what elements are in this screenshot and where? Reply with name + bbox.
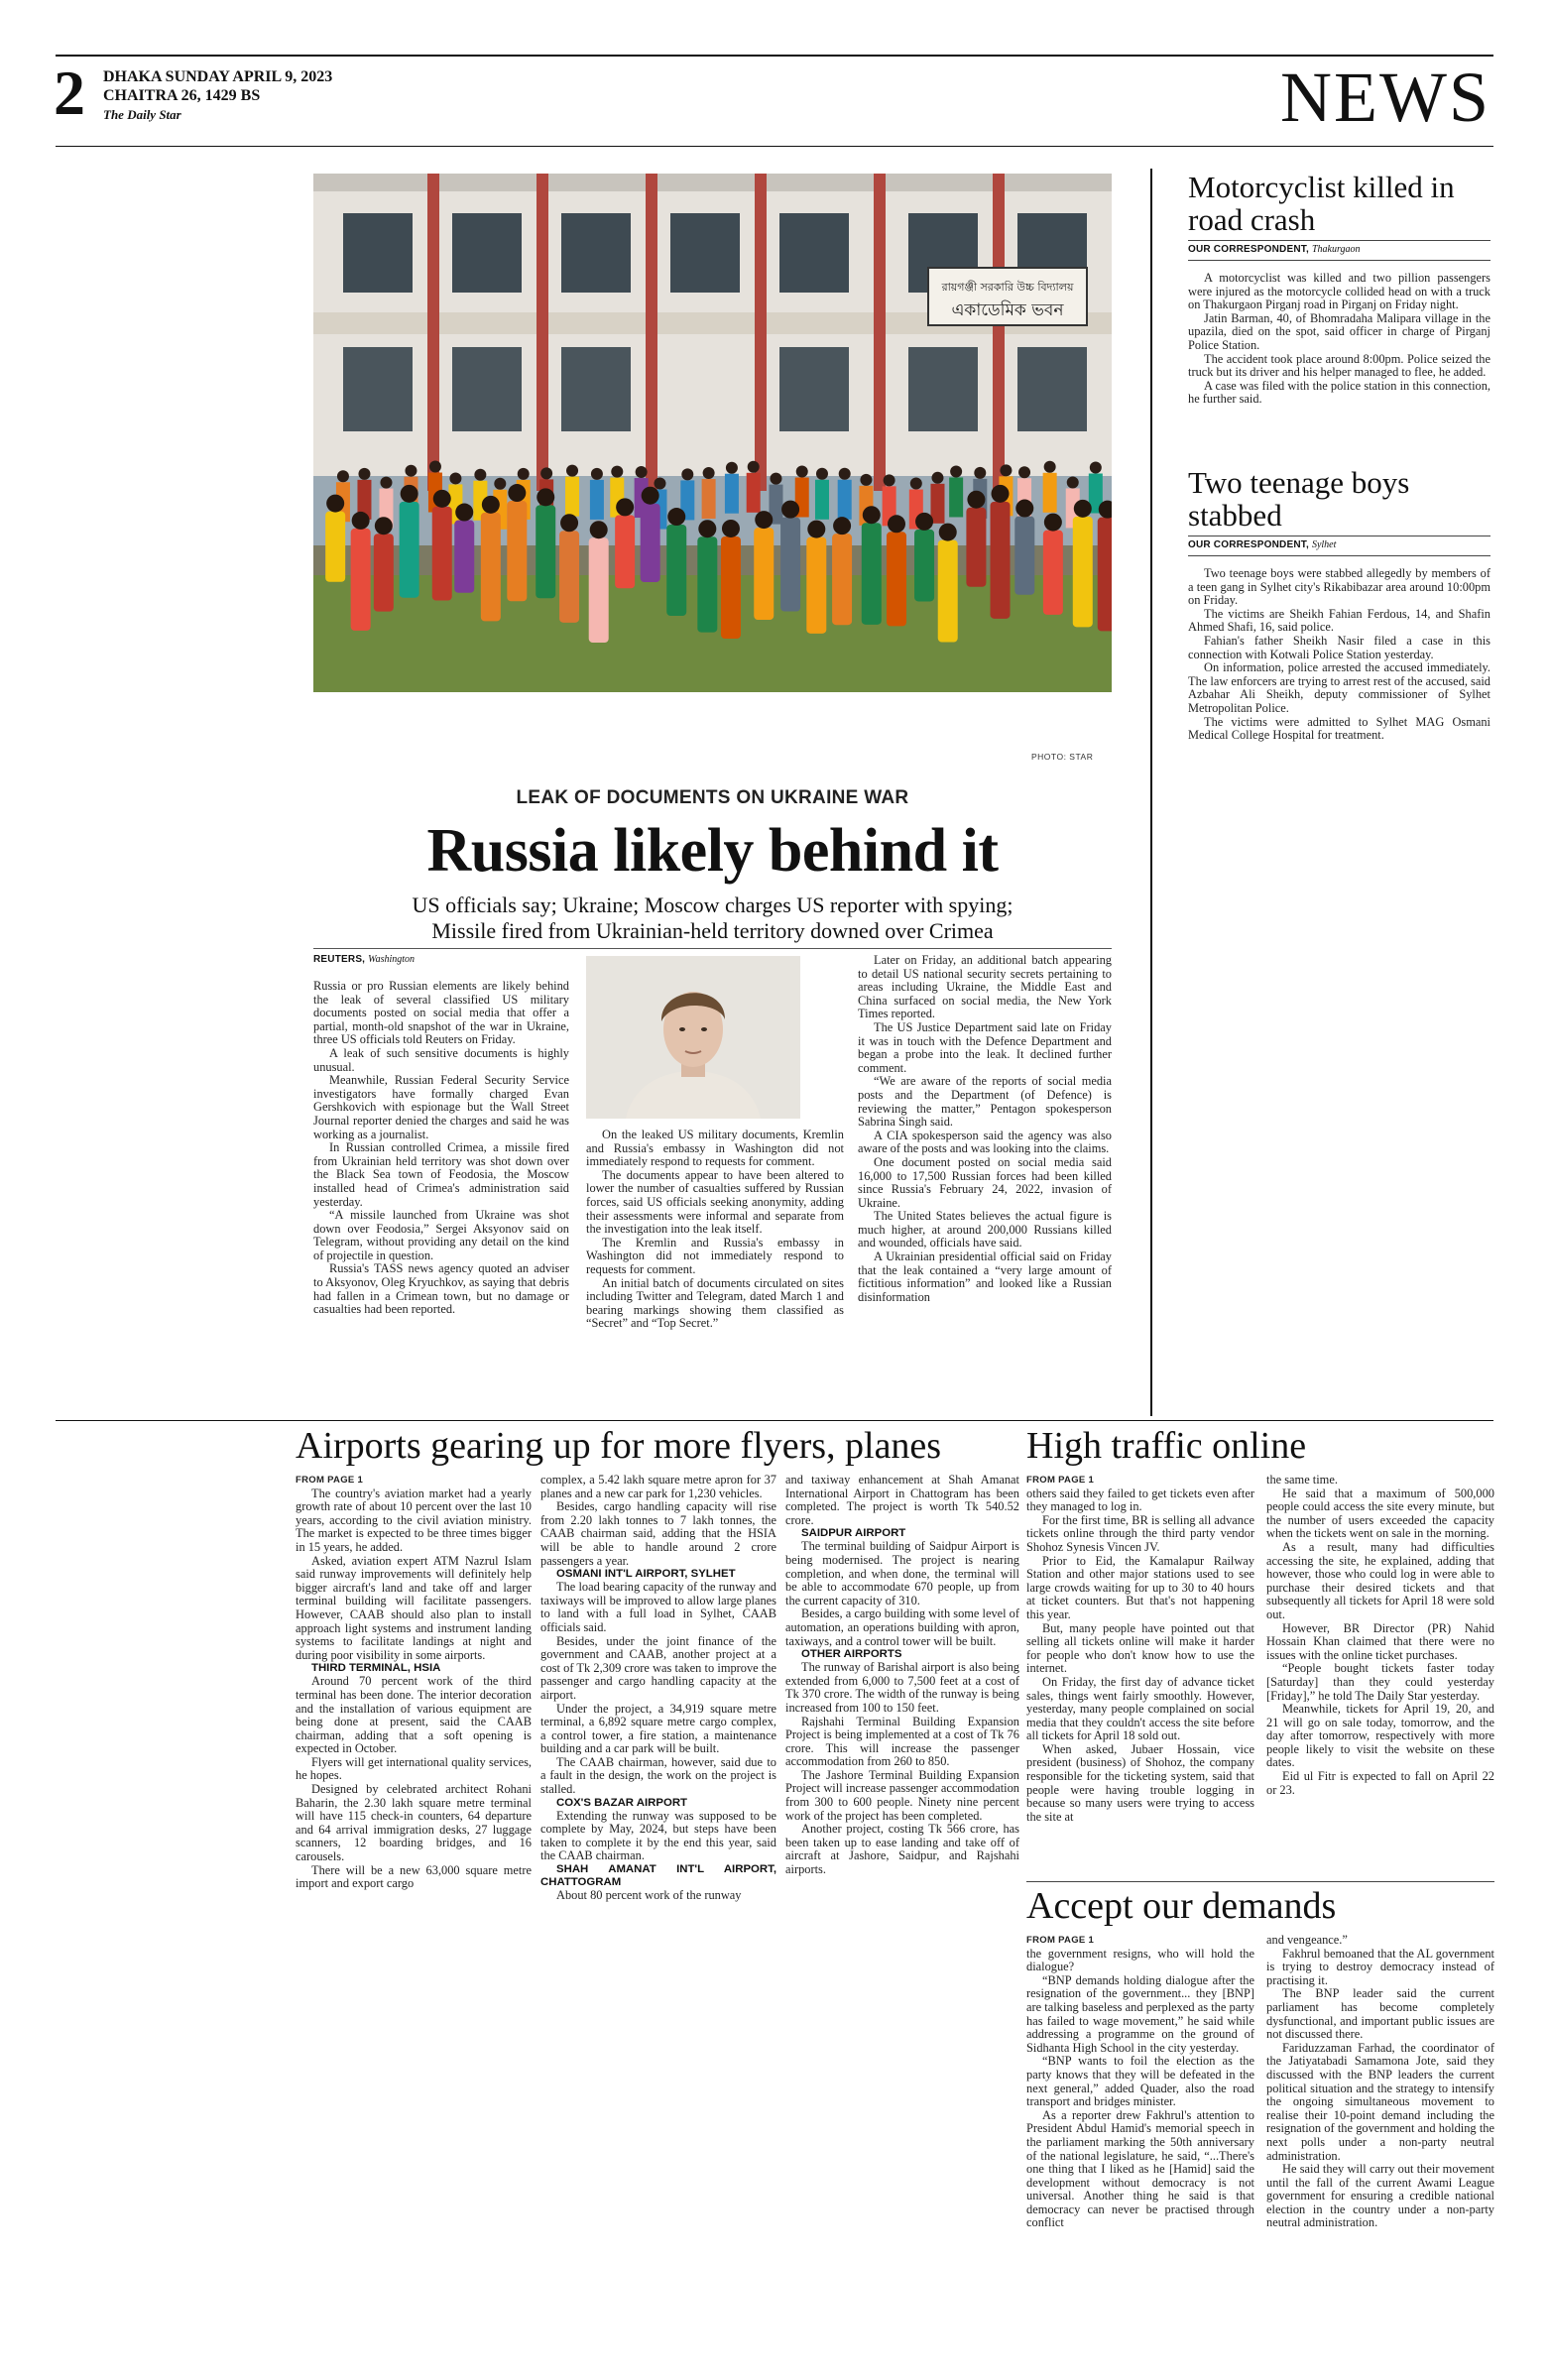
crowd-figure xyxy=(481,513,501,622)
crowd-head xyxy=(770,473,781,485)
paragraph: and vengeance.” xyxy=(1266,1933,1348,1947)
paragraph: But, many people have pointed out that selling all tickets online will make it harder for people who don't know how to use the internet. xyxy=(1026,1620,1254,1676)
paragraph: Russia's TASS news agency quoted an adviser to Aksyonov, Oleg Kryuchkov, as saying that debris had fallen in a Crimean town, but no damage or casualties had been reported. xyxy=(313,1261,569,1317)
crowd-figure xyxy=(641,504,660,582)
paragraph: Meanwhile, tickets for April 19, 20, and 21 will go on sale today, tomorrow, and the day after tomorrow, respectively with more people likely to visit the website on these dates. xyxy=(1266,1702,1494,1770)
crowd-head xyxy=(839,468,851,480)
paragraph: A case was filed with the police station in this connection, he further said. xyxy=(1188,378,1490,407)
subheading: COX'S BAZAR AIRPORT xyxy=(556,1796,688,1809)
paragraph: The victims are Sheikh Fahian Ferdous, 14, and Shafin Ahmed Shafi, 16, said police. xyxy=(1188,606,1490,635)
paragraph: Besides, under the joint finance of the government and CAAB, another project at a cost of Tk 2,309 crore was taken to improve the passenger and cargo handling capacity at the airport. xyxy=(540,1633,776,1702)
story2-byline-label: OUR CORRESPONDENT, xyxy=(1188,539,1309,550)
crowd-head xyxy=(667,508,685,526)
lead-kicker: LEAK OF DOCUMENTS ON UKRAINE WAR xyxy=(516,787,909,808)
crowd-head xyxy=(642,487,659,505)
crowd-head xyxy=(884,474,895,486)
paragraph: However, BR Director (PR) Nahid Hossain Khan claimed that there were no issues with the online ticket purchases. xyxy=(1266,1620,1494,1662)
crowd-head xyxy=(1090,462,1102,474)
crowd-figure xyxy=(565,477,579,517)
crowd-head xyxy=(1015,500,1033,518)
paragraph: The terminal building of Saidpur Airport is being modernised. The project is nearing completion, and when done, the terminal will be able to accommodate 670 people, up from the current capacity of 310. xyxy=(785,1539,1019,1607)
crowd-figure xyxy=(754,528,774,620)
date-line xyxy=(103,67,332,124)
paragraph: Flyers will get international quality services, he hopes. xyxy=(296,1754,532,1783)
paragraph: Meanwhile, Russian Federal Security Service investigators have formally charged Evan Gershkovich with espionage but the Wall Street Journal reporter denied the charges and said he was working as a journalist. xyxy=(313,1073,569,1141)
crowd-figure xyxy=(325,512,345,582)
demands-headline: Accept our demands xyxy=(1026,1885,1337,1927)
crowd-head xyxy=(337,470,349,482)
sidebar-story1-headline: Motorcyclist killed in road crash xyxy=(1188,170,1455,237)
paragraph: The runway of Barishal airport is also being extended from 6,000 to 7,500 feet at a cost of Tk 370 crore. The width of the runway is being increased from 100 to 150 feet. xyxy=(785,1660,1019,1715)
airports-column-1 xyxy=(296,1474,532,1891)
paragraph: others said they failed to get tickets even after they managed to log in. xyxy=(1026,1486,1254,1514)
paragraph: A Ukrainian presidential official said on Friday that the leak contained a “very large amount of fictitious information” and looked like a Russian disinformation xyxy=(858,1250,1112,1304)
crowd-head xyxy=(939,524,957,541)
paragraph: The CAAB chairman, however, said due to a fault in the design, the work on the project is stalled. xyxy=(540,1754,776,1797)
paragraph: The Jashore Terminal Building Expansion Project will increase passenger accommodation from 300 to 600 people. Ninety nine percent work of the project has been completed. xyxy=(785,1767,1019,1823)
paragraph: Jatin Barman, 40, of Bhomradaha Malipara village in the upazila, died on the spot, said officer in charge of Pirganj Police Station. xyxy=(1188,310,1490,352)
crowd-figure xyxy=(815,480,829,520)
crowd-head xyxy=(1044,461,1056,473)
crowd-head xyxy=(1074,500,1092,518)
paragraph: “BNP demands holding dialogue after the resignation of the government... they [BNP] are talking baseless and perplexed as the party has failed to wage movement,” he said while addressing a programme on the ground of Sidhanta High School in the city yesterday. xyxy=(1026,1972,1254,2055)
lead-column-2 xyxy=(586,1129,844,1331)
from-page-label: FROM PAGE 1 xyxy=(1026,1475,1095,1486)
crowd-head xyxy=(540,467,552,479)
date: DHAKA SUNDAY APRIL 9, 2023 xyxy=(103,68,333,85)
crowd-figure xyxy=(1043,473,1057,513)
byline-agency: REUTERS, xyxy=(313,954,366,965)
paragraph: The documents appear to have been altered to lower the number of casualties suffered by Russian forces, said US officials seeking anonymity, adding their assessments were informal and separate from the investigation into the leak itself. xyxy=(586,1167,844,1237)
paragraph: For the first time, BR is selling all advance tickets online through the third party vendor Shohoz Synesis Vincen JV. xyxy=(1026,1512,1254,1554)
crowd-figure xyxy=(780,518,800,612)
paragraph: The Kremlin and Russia's embassy in Washington did not immediately respond to requests for comment. xyxy=(586,1235,844,1276)
subheading: THIRD TERMINAL, HSIA xyxy=(311,1662,441,1675)
lead-deck xyxy=(313,892,1112,944)
crowd-head xyxy=(748,461,760,473)
crowd-head xyxy=(992,485,1010,503)
paragraph: He said they will carry out their movement until the fall of the current Awami League government for ensuring a credible national election in the country under a non-party neutral administration. xyxy=(1266,2162,1494,2230)
airports-headline: Airports gearing up for more flyers, planes xyxy=(296,1425,942,1467)
crowd-head xyxy=(910,478,922,490)
crowd-figure xyxy=(454,521,474,593)
crowd-head xyxy=(401,485,418,503)
paper-name: The Daily Star xyxy=(103,107,181,122)
paragraph: As a result, many had difficulties accessing the site, he explained, adding that however, those who could log in were able to purchase their desired tickets and that subsequently all tickets for April 18 were sold out. xyxy=(1266,1539,1494,1621)
crowd-figure xyxy=(1014,517,1034,595)
crowd-figure xyxy=(1098,518,1112,632)
crowd-head xyxy=(1018,466,1030,478)
crowd-head xyxy=(591,468,603,480)
crowd-figure xyxy=(838,480,852,520)
crowd-head xyxy=(358,468,370,480)
crowd-figure xyxy=(697,536,717,632)
paragraph: Fariduzzaman Farhad, the coordinator of the Jatiyatabadi Samamona Jote, said they discussed with the BNP leaders the current political situation and the strategy to intensify the ongoing simultaneous movement to realise their 10-point demand including the resignation of the government and holding the next polls under a non-party neutral administration. xyxy=(1266,2040,1494,2163)
school-queue-image xyxy=(313,174,1112,692)
subheading: OTHER AIRPORTS xyxy=(801,1648,902,1661)
section-title: NEWS xyxy=(1280,58,1490,137)
crowd-head xyxy=(796,465,808,477)
crowd-head xyxy=(518,468,530,480)
crowd-head xyxy=(726,462,738,474)
sidebar-story2-body xyxy=(1188,567,1490,743)
paragraph: A leak of such sensitive documents is highly unusual. xyxy=(313,1045,569,1074)
crowd-head xyxy=(375,517,393,535)
sidebar-story1-body xyxy=(1188,272,1490,407)
paragraph: One document posted on social media said 16,000 to 17,500 Russian forces had been killed since Russia's February 24, 2022, invasion of Ukraine. xyxy=(858,1154,1112,1210)
lead-column-1 xyxy=(313,980,569,1317)
paragraph: About 80 percent work of the runway xyxy=(556,1888,742,1903)
paragraph: He said that a maximum of 500,000 people could access the site every minute, but the number of users exceeded the capacity when the tickets went on sale in the morning. xyxy=(1266,1486,1494,1541)
paragraph: On Friday, the first day of advance ticket sales, things went fairly smoothly. However, yesterday, many people complained on social media that they couldn't access the site before all tickets for April 18 sold out. xyxy=(1026,1674,1254,1743)
crowd-head xyxy=(611,466,623,478)
page-number: 2 xyxy=(54,58,85,128)
byline-place: Washington xyxy=(368,954,416,965)
paragraph: and taxiway enhancement at Shah Amanat International Airport in Chattogram has been completed. The project is worth Tk 540.52 crore. xyxy=(785,1473,1019,1527)
crowd-head xyxy=(1044,514,1062,532)
crowd-figure xyxy=(1043,531,1063,615)
crowd-head xyxy=(455,504,473,522)
paragraph: An initial batch of documents circulated on sites including Twitter and Telegram, dated March 1 and bearing markings showing them classified as “Secret” and “Top Secret.” xyxy=(586,1275,844,1331)
crowd-head xyxy=(590,521,608,538)
crowd-figure xyxy=(887,532,906,626)
paragraph: Around 70 percent work of the third terminal has been done. The interior decoration and the installation of various equipment are being done at present, said the CAAB chairman, adding that a soft opening is expected in October. xyxy=(296,1674,532,1756)
crowd-figure xyxy=(725,474,739,514)
traffic-column-2 xyxy=(1266,1474,1494,1797)
paragraph: The load bearing capacity of the runway and taxiways will be improved to allow large planes to land with a full load in Sylhet, CAAB officials said. xyxy=(540,1580,776,1634)
paragraph: Eid ul Fitr is expected to fall on April 22 or 23. xyxy=(1266,1769,1494,1797)
school-sign-line1: রায়গঞ্জী সরকারি উচ্চ বিদ্যালয় xyxy=(941,281,1074,294)
paragraph: Extending the runway was supposed to be complete by May, 2024, but steps have been taken to complete it by the end this year, said the CAAB chairman. xyxy=(540,1808,776,1863)
paragraph: “BNP wants to foil the election as the party knows that they will be defeated in the next general,” added Quader, also the road transport and bridges minister. xyxy=(1026,2054,1254,2109)
story2-byline-place: Sylhet xyxy=(1311,539,1337,550)
paragraph: “People bought tickets faster today [Saturday] than they could yesterday [Friday],” he told The Daily Star yesterday. xyxy=(1266,1661,1494,1703)
crowd-head xyxy=(722,520,740,537)
crowd-head xyxy=(449,472,461,484)
crowd-head xyxy=(967,491,985,509)
paragraph: “A missile launched from Ukraine was shot down over Feodosia,” Sergei Aksyonov said on Telegram, without providing any detail on the kind of projectile in question. xyxy=(313,1208,569,1262)
crowd-head xyxy=(703,467,715,479)
sidebar-story2-byline xyxy=(1188,539,1336,550)
crowd-head xyxy=(616,498,634,516)
crowd-head xyxy=(326,495,344,513)
school-sign-line2: একাডেমিক ভবন xyxy=(951,300,1064,320)
paragraph: “We are aware of the reports of social media posts and the Department (of Defence) is reviewing the matter,” Pentagon spokesperson Sabrina Singh said. xyxy=(858,1074,1112,1130)
crowd-figure xyxy=(747,473,761,513)
paragraph: The victims were admitted to Sylhet MAG Osmani Medical College Hospital for treatment. xyxy=(1188,714,1490,743)
crowd-figure xyxy=(938,540,958,643)
crowd-figure xyxy=(949,477,963,517)
paragraph: On the leaked US military documents, Kremlin and Russia's embassy in Washington did not immediately respond to requests for comment. xyxy=(586,1128,844,1169)
paragraph: A motorcyclist was killed and two pillion passengers were injured as the motorcycle collided head on with a truck on Thakurgaon Pirganj road in Pirganj on Friday night. xyxy=(1188,271,1490,312)
paragraph: The accident took place around 8:00pm. Police seized the truck but its driver and his helper managed to flee, he added. xyxy=(1188,351,1490,380)
crowd-head xyxy=(405,465,417,477)
paragraph: Under the project, a 34,919 square metre terminal, a 6,892 square metre cargo complex, a control tower, a fire station, a maintenance building and a car park will be built. xyxy=(540,1701,776,1756)
crowd-head xyxy=(566,465,578,477)
paragraph: As a reporter drew Fakhrul's attention to President Abdul Hamid's memorial speech in the parliament marking the 50th anniversary of the national legislature, he said, “...There's one thing that I liked as he [Hamid] said the development without democracy is not universal. Another thing he said is that democracy can never be practised through conflict xyxy=(1026,2107,1254,2230)
traffic-headline: High traffic online xyxy=(1026,1425,1307,1467)
from-page-label: FROM PAGE 1 xyxy=(1026,1935,1095,1946)
lead-headline: Russia likely behind it xyxy=(426,817,999,885)
paragraph: the same time. xyxy=(1266,1473,1338,1487)
crowd-head xyxy=(433,490,451,508)
airports-column-2 xyxy=(540,1474,776,1903)
paragraph: Later on Friday, an additional batch appearing to detail US national security secrets pertaining to areas including Ukraine, the Middle East and China surfaced on social media, the New York Times reported. xyxy=(858,953,1112,1021)
crowd-head xyxy=(1067,476,1079,488)
from-page-label: FROM PAGE 1 xyxy=(296,1475,364,1486)
paragraph: The BNP leader said the current parliament has become completely dysfunctional, and important public issues are not discussed there. xyxy=(1266,1986,1494,2042)
crowd-figure xyxy=(432,507,452,601)
crowd-head xyxy=(508,484,526,502)
crowd-figure xyxy=(615,515,635,588)
paragraph: Fakhrul bemoaned that the AL government is trying to destroy democracy instead of practising it. xyxy=(1266,1946,1494,1987)
crowd-head xyxy=(807,521,825,538)
photo-credit: PHOTO: STAR xyxy=(1031,752,1094,762)
crowd-head xyxy=(537,488,554,506)
crowd-figure xyxy=(536,505,555,598)
reporter-portrait xyxy=(586,956,800,1119)
lead-column-3 xyxy=(858,954,1112,1304)
crowd-head xyxy=(482,496,500,514)
crowd-head xyxy=(816,468,828,480)
crowd-head xyxy=(950,465,962,477)
crowd-figure xyxy=(374,534,394,611)
paragraph: the government resigns, who will hold the dialogue? xyxy=(1026,1946,1254,1974)
crowd-figure xyxy=(966,508,986,587)
paragraph: complex, a 5.42 lakh square metre apron for 37 planes and a new car park for 1,230 vehicles. xyxy=(540,1473,776,1500)
sidebar-story1-byline xyxy=(1188,244,1360,255)
crowd-figure xyxy=(806,537,826,634)
crowd-figure xyxy=(721,536,741,639)
crowd-figure xyxy=(666,525,686,616)
paragraph: Another project, costing Tk 566 crore, has been taken up to ease landing and take off of aircraft at Jashore, Saidpur, and Rajshahi airports. xyxy=(785,1822,1019,1877)
crowd-head xyxy=(781,501,799,519)
paragraph: The US Justice Department said late on Friday it was in touch with the Defence Department and began a probe into the leak. It declined further comment. xyxy=(858,1019,1112,1075)
story1-byline-place: Thakurgaon xyxy=(1311,244,1361,255)
portrait-image xyxy=(586,956,800,1119)
crowd-head xyxy=(380,477,392,489)
crowd-figure xyxy=(702,479,716,519)
paragraph: Prior to Eid, the Kamalapur Railway Station and other major stations used to see large crowds waiting for up to 30 to 40 hours at ticket counters. But that's not happening this year. xyxy=(1026,1553,1254,1621)
crowd-head xyxy=(860,474,872,486)
crowd-head xyxy=(833,517,851,535)
crowd-head xyxy=(755,511,773,529)
bangla-date: CHAITRA 26, 1429 BS xyxy=(103,87,261,104)
paragraph: Besides, cargo handling capacity will rise from 2.20 lakh tonnes to 7 lakh tonnes, the CAAB chairman said, adding that the HSIA will be able to handle around 2 crore passengers a year. xyxy=(540,1499,776,1568)
crowd-head xyxy=(915,513,933,531)
crowd-head xyxy=(1000,464,1012,476)
paragraph: The United States believes the actual figure is much higher, at around 200,000 Russians killed and wounded, officials have said. xyxy=(858,1209,1112,1250)
crowd-head xyxy=(474,469,486,481)
demands-column-2 xyxy=(1266,1934,1494,2230)
subheading: SAIDPUR AIRPORT xyxy=(801,1527,906,1540)
paragraph: The country's aviation market had a yearly growth rate of about 10 percent over the last 10 years, according to the civil aviation ministry. The market is expected to be three times bigger in 15 years, he added. xyxy=(296,1486,532,1554)
paragraph: In Russian controlled Crimea, a missile fired from Ukrainian held territory was shot down over the Black Sea town of Feodosia, the Moscow installed head of Crimea's administration said yesterday. xyxy=(313,1140,569,1209)
deck-line-1: US officials say; Ukraine; Moscow charges US reporter with spying; xyxy=(412,892,1013,917)
subheading: SHAH AMANAT INT'L AIRPORT, CHATTOGRAM xyxy=(540,1863,776,1889)
paragraph: Designed by celebrated architect Rohani Baharin, the 2.30 lakh square metre terminal will have 115 check-in counters, 64 departure and 64 arrival immigration desks, 27 luggage scanners, 12 boarding bridges, and 16 carousels. xyxy=(296,1782,532,1864)
paragraph: There will be a new 63,000 square metre import and export cargo xyxy=(296,1862,532,1891)
paragraph: Russia or pro Russian elements are likely behind the leak of several classified US military documents posted on social media that offer a partial, month-old snapshot of the war in Ukraine, three US officials told Reuters on Friday. xyxy=(313,979,569,1047)
crowd-head xyxy=(636,466,648,478)
lead-byline xyxy=(313,954,415,965)
crowd-figure xyxy=(914,530,934,602)
crowd-figure xyxy=(400,502,419,598)
paragraph: Fahian's father Sheikh Nasir filed a case in this connection with Kotwali Police Station yesterday. xyxy=(1188,633,1490,661)
crowd-head xyxy=(352,512,370,530)
crowd-head xyxy=(654,478,665,490)
airports-column-3 xyxy=(785,1474,1019,1877)
paragraph: Two teenage boys were stabbed allegedly by members of a teen gang in Sylhet city's Rikabibazar area around 10:00pm on Friday. xyxy=(1188,566,1490,608)
crowd-head xyxy=(863,506,881,524)
crowd-figure xyxy=(507,501,527,601)
crowd-figure xyxy=(832,534,852,625)
lead-photo xyxy=(313,174,1112,692)
paragraph: A CIA spokesperson said the agency was also aware of the posts and was looking into the claims. xyxy=(858,1128,1112,1156)
paragraph: Rajshahi Terminal Building Expansion Project is being implemented at a cost of Tk 76 crore. This will increase the passenger accommodation from 260 to 850. xyxy=(785,1714,1019,1769)
crowd-head xyxy=(494,478,506,490)
sidebar-story2-headline: Two teenage boys stabbed xyxy=(1188,465,1410,533)
traffic-column-1 xyxy=(1026,1474,1254,1824)
paragraph: Besides, a cargo building with some level of automation, an operations building with apron, taxiways, and a control tower will be built. xyxy=(785,1606,1020,1648)
paragraph: Asked, aviation expert ATM Nazrul Islam said runway improvements will definitely help bigger aircraft's land and take off and larger terminal building will facilitate passengers. However, CAAB should also plan to install approach light systems and instrument landing systems to facilitate landings at night and during poor visibility in some airports. xyxy=(296,1553,532,1662)
crowd-figure xyxy=(559,531,579,623)
crowd-figure xyxy=(991,502,1011,619)
story1-byline-label: OUR CORRESPONDENT, xyxy=(1188,244,1309,255)
crowd-head xyxy=(888,515,905,533)
deck-line-2: Missile fired from Ukrainian-held territory downed over Crimea xyxy=(431,918,994,943)
paragraph: On information, police arrested the accused immediately. The law enforcers are trying to arrest rest of the accused, said Azbahar Ali Sheikh, deputy commissioner of Sylhet Metropolitan Police. xyxy=(1188,660,1490,715)
paragraph: When asked, Jubaer Hossain, vice president (business) of Shohoz, the company responsible for the ticketing system, said that people were having trouble logging in because so many users were trying to access the site at xyxy=(1026,1741,1254,1824)
crowd-head xyxy=(429,461,441,473)
crowd-figure xyxy=(862,523,882,625)
crowd-head xyxy=(681,468,693,480)
crowd-figure xyxy=(589,537,609,643)
crowd-head xyxy=(698,520,716,537)
crowd-head xyxy=(974,467,986,479)
crowd-figure xyxy=(590,480,604,520)
demands-column-1 xyxy=(1026,1934,1254,2230)
crowd-figure xyxy=(351,529,371,631)
subheading: OSMANI INT'L AIRPORT, SYLHET xyxy=(556,1568,736,1581)
crowd-head xyxy=(931,472,943,484)
crowd-figure xyxy=(930,484,944,524)
crowd-figure xyxy=(1073,517,1093,628)
crowd-head xyxy=(560,514,578,532)
